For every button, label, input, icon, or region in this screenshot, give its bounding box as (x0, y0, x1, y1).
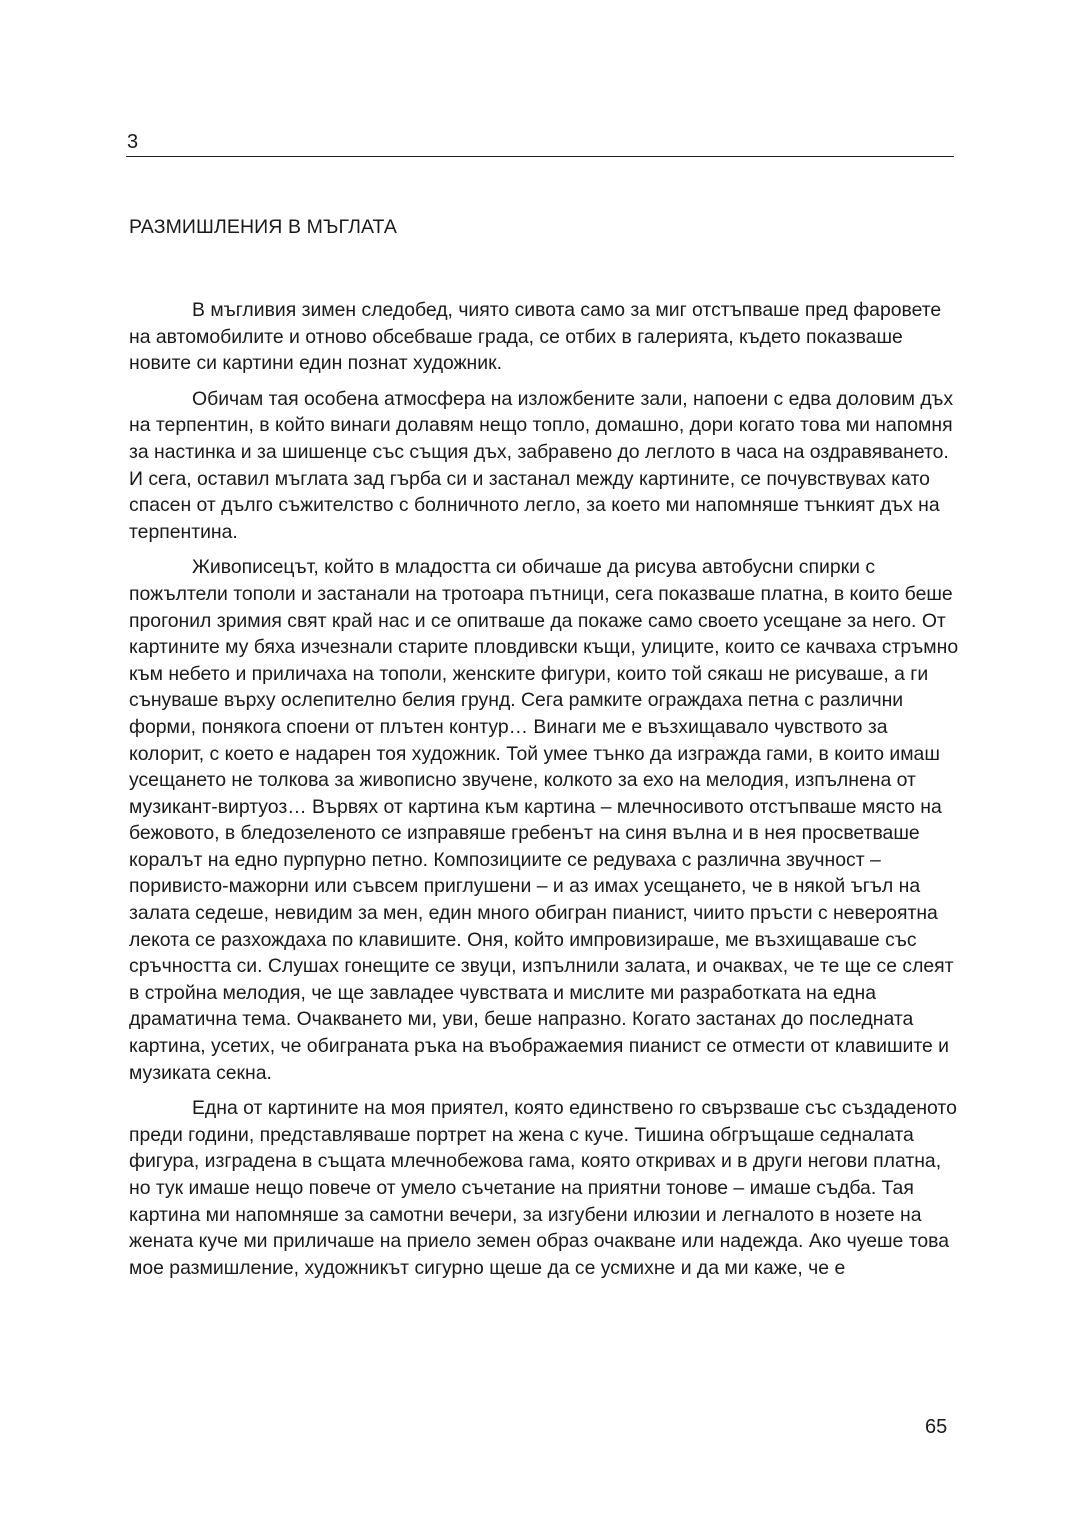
body-text (129, 297, 959, 1290)
chapter-title: РАЗМИШЛЕНИЯ В МЪГЛАТА (129, 216, 398, 238)
paragraph: В мъгливия зимен следобед, чиято сивота само за миг отстъпваше пред фаровете на автомобилите и отново обсебваше града, се отбих в галерията, където показваше новите си картини един познат художник. (129, 299, 942, 375)
paragraph: Една от картините на моя приятел, която единствено го свързваше със създаденото преди години, представляваше портрет на жена с куче. Тишина обгръщаше седналата фигура, изградена в същата млечнобежова гама, която откривах и в други негови платна, но тук имаше нещо повече от умело съчетание на приятни тонове – имаше съдба. Тая картина ми напомняше за самотни вечери, за изгубени илюзии и легналото в нозете на жената куче ми приличаше на приело земен образ очакване или надежда. Ако чуеше това мое размишление, художникът сигурно щеше да се усмихне и да ми каже, че е (129, 1097, 957, 1279)
page-number: 65 (925, 1416, 948, 1438)
paragraph: Живописецът, който в младостта си обичаше да рисува автобусни спирки с пожълтели тополи и застанали на тротоара пътници, сега показваше платна, в които беше прогонил зримия свят край нас и се опитваше да покаже само своето усещане за него. От картините му бяха изчезнали старите пловдивски къщи, улиците, които се качваха стръмно към небето и приличаха на тополи, женските фигури, които той сякаш не рисуваше, а ги сънуваше върху ослепително белия грунд. Сега рамките ограждаха петна с различни форми, понякога споени от плътен контур… Винаги ме е възхищавало чувството за колорит, с което е надарен тоя художник. Той умее тънко да изгражда гами, в които имаш усещането не толкова за живописно звучене, колкото за ехо на мелодия, изпълнена от музикант-виртуоз… Вървях от картина към картина – млечносивото отстъпваше място на бежовото, в бледозеленото се изправяше гребенът на синя вълна и в нея просветваше коралът на едно пурпурно петно. Композициите се редуваха с различна звучност – поривисто-мажорни или съвсем приглушени – и аз имах усещането, че в някой ъгъл на залата седеше, невидим за мен, един много обигран пианист, чиито пръсти с невероятна лекота се разхождаха по клавишите. Оня, който импровизираше, ме възхищаваше със сръчността си. Слушах гонещите се звуци, изпълнили залата, и очаквах, че те ще се слеят в стройна мелодия, че ще завладее чувствата и мислите ми разработката на една драматична тема. Очакването ми, уви, беше напразно. Когато застанах до последната картина, усетих, че обиграната ръка на въображаемия пианист се отмести от клавишите и музиката секна. (129, 556, 959, 1084)
chapter-number: 3 (127, 131, 139, 153)
header-rule (126, 156, 954, 157)
paragraph: Обичам тая особена атмосфера на изложбените зали, напоени с едва доловим дъх на терпентин, в който винаги долавям нещо топло, домашно, дори когато това ми напомня за настинка и за шишенце със същия дъх, забравено до леглото в часа на оздравяването. И сега, оставил мъглата зад гърба си и застанал между картините, се почувствувах като спасен от дълго съжителство с болничното легло, за което ми напомняше тънкият дъх на терпентина. (129, 387, 954, 543)
